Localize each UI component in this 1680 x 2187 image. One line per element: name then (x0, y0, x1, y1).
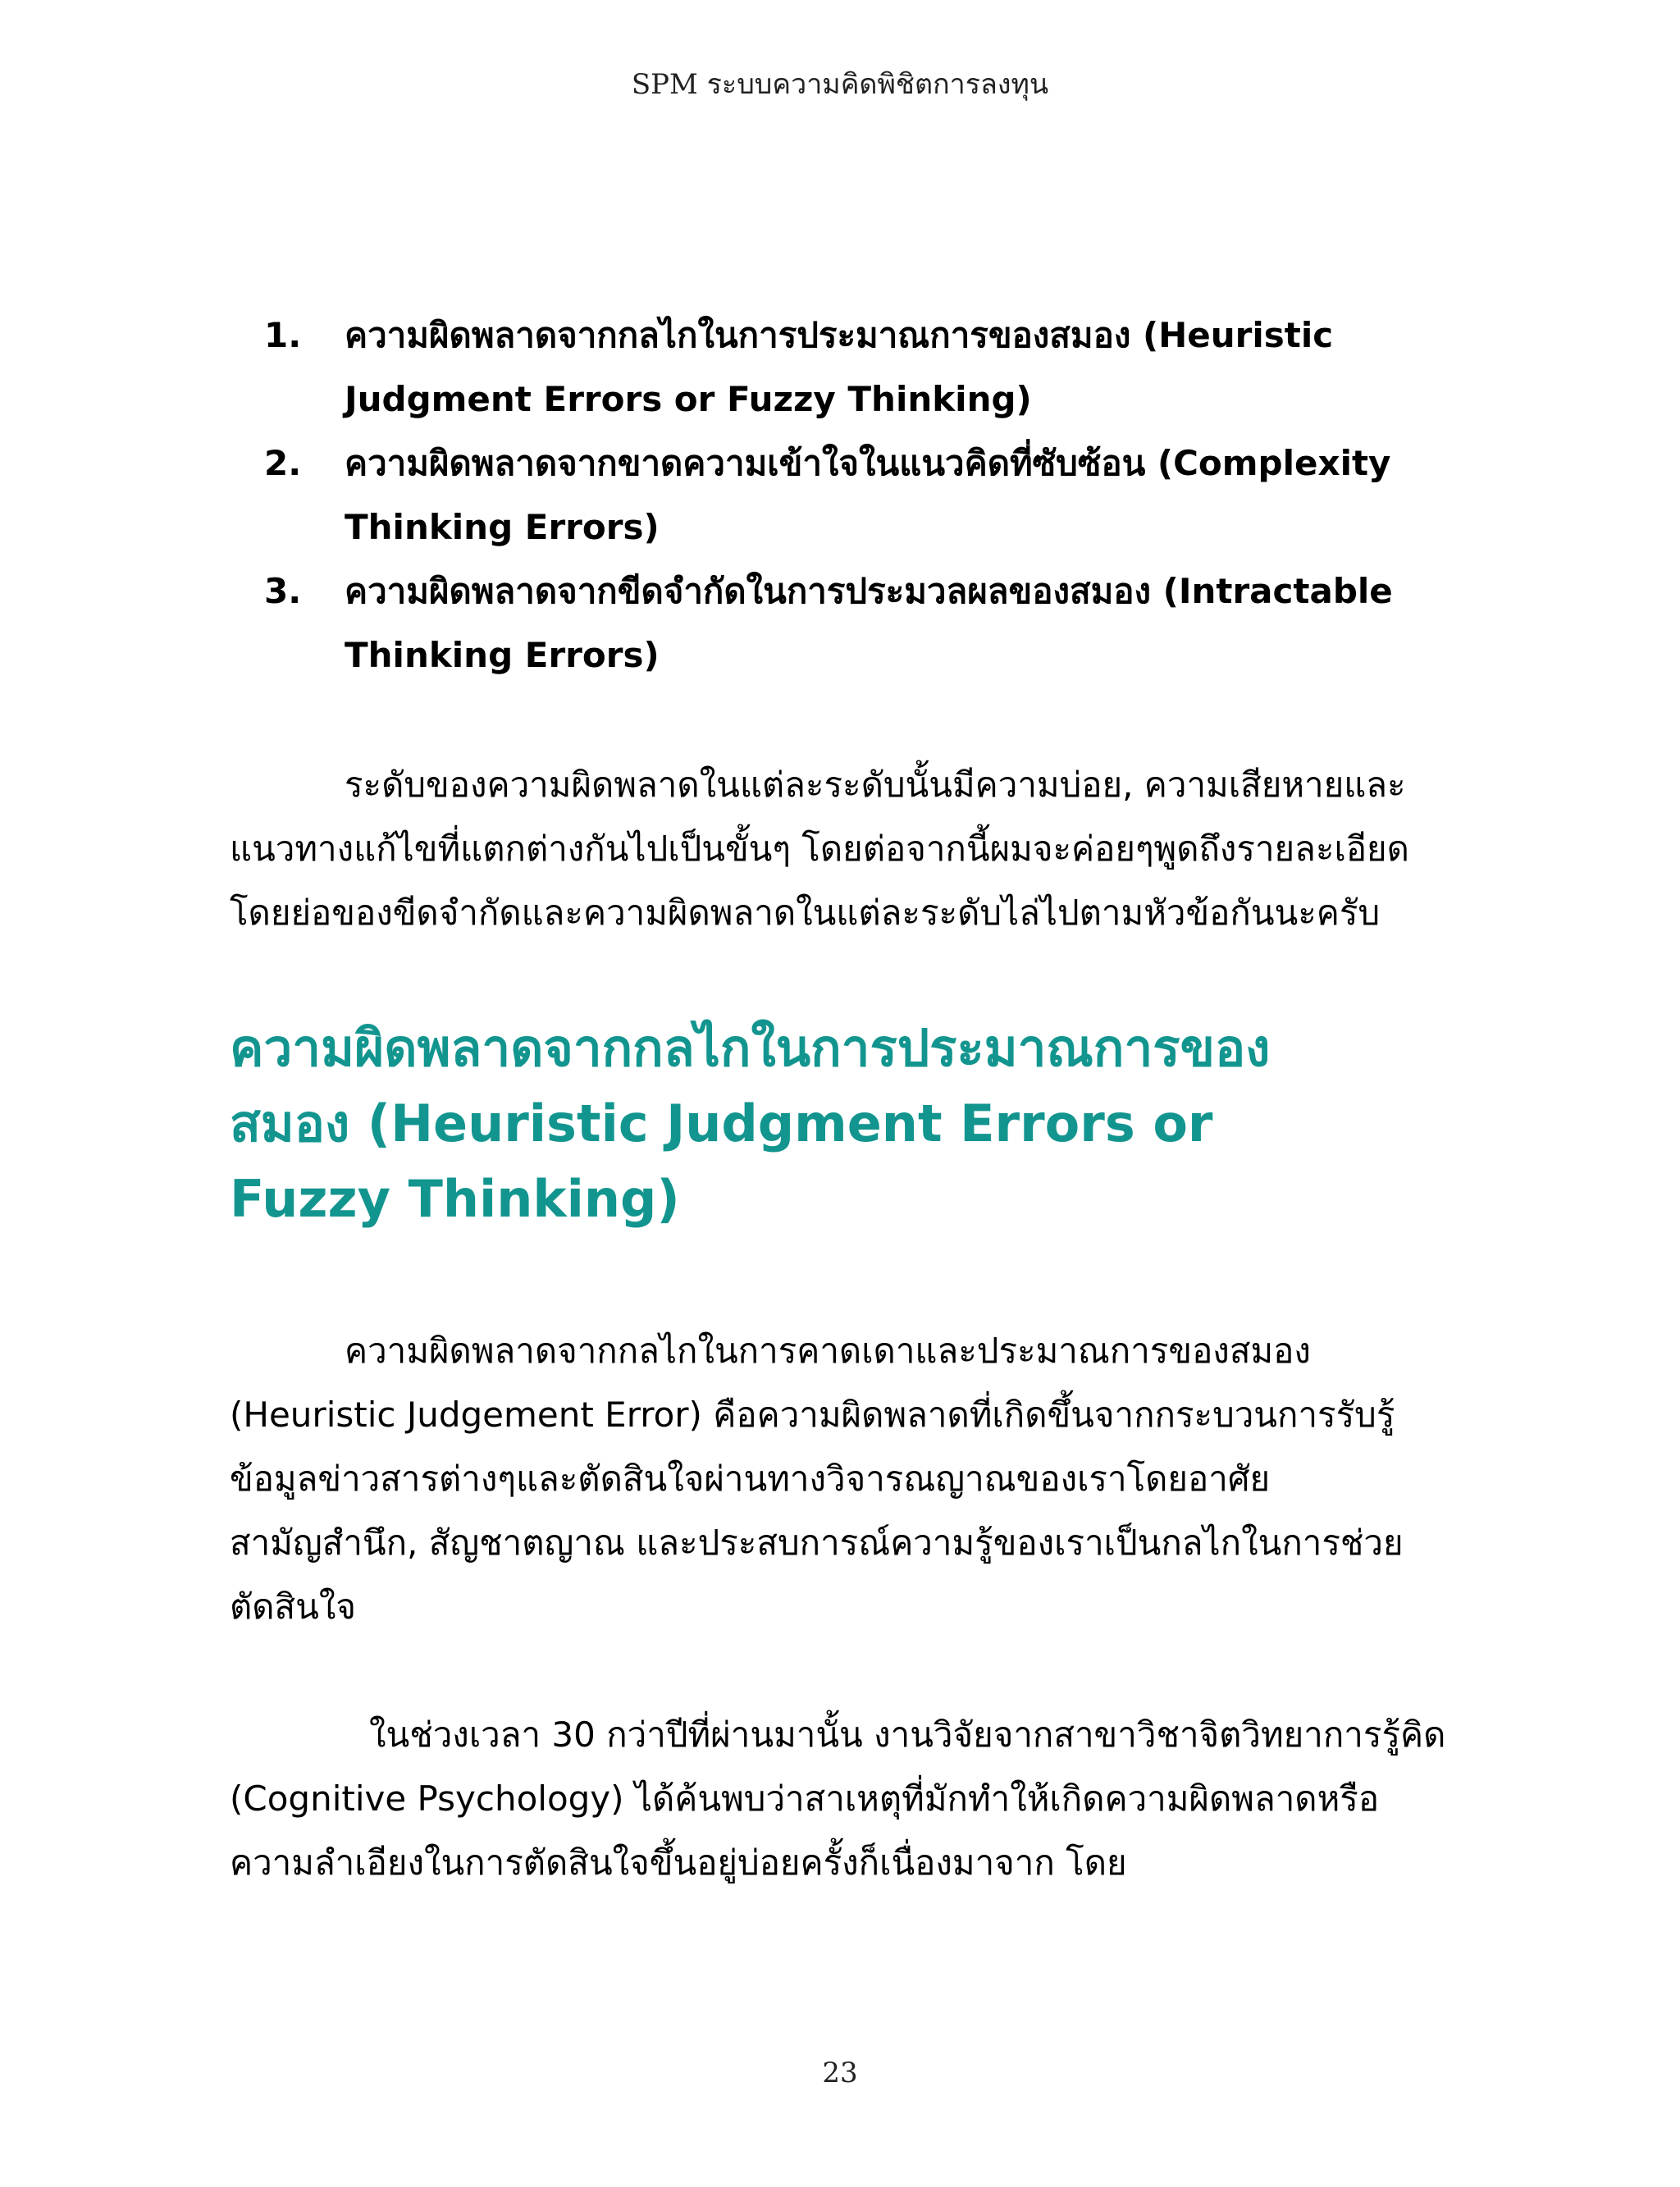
list-item-text: ความผิดพลาดจากกลไกในการประมาณการของสมอง (Heuristic Judgment Errors or Fuzzy Thinking) (345, 315, 1334, 419)
list-item (230, 559, 1452, 687)
list-item-number: 3. (264, 571, 302, 611)
page-content (230, 304, 1452, 1895)
body-paragraph: ในช่วงเวลา 30 กว่าปีที่ผ่านมานั้น งานวิจัยจากสาขาวิชาจิตวิทยาการรู้คิด (Cognitive Psychology) ได้ค้นพบว่าสาเหตุที่มักทำให้เกิดความผิดพลาดหรือความลำเอียงในการตัดสินใจขึ้นอยู่บ่อยครั้งก็เนื่องมาจาก โดย (230, 1714, 1446, 1883)
list-item (230, 431, 1452, 559)
list-item (230, 304, 1452, 431)
list-item-number: 1. (264, 315, 302, 355)
running-header: SPM ระบบความคิดพิชิตการลงทุน (631, 68, 1049, 101)
page-number: 23 (822, 2057, 858, 2089)
body-paragraph: ระดับของความผิดพลาดในแต่ละระดับนั้นมีความบ่อย, ความเสียหายและแนวทางแก้ไขที่แตกต่างกันไปเป็นขั้นๆ โดยต่อจากนี้ผมจะค่อยๆพูดถึงรายละเอียดโดยย่อของขีดจำกัดและความผิดพลาดในแต่ละระดับไล่ไปตามหัวข้อกันนะครับ (230, 765, 1409, 933)
body-paragraph: ความผิดพลาดจากกลไกในการคาดเดาและประมาณการของสมอง (Heuristic Judgement Error) คือความผิดพลาดที่เกิดขึ้นจากกระบวนการรับรู้ข้อมูลข่าวสารต่างๆและตัดสินใจผ่านทางวิจารณญาณของเราโดยอาศัยสามัญสำนึก, สัญชาตญาณ และประสบการณ์ความรู้ของเราเป็นกลไกในการช่วยตัดสินใจ (230, 1331, 1404, 1627)
error-types-list (230, 304, 1452, 687)
list-item-number: 2. (264, 443, 302, 483)
section-heading: ความผิดพลาดจากกลไกในการประมาณการของสมอง (Heuristic Judgment Errors or Fuzzy Thinking) (230, 1018, 1271, 1229)
list-item-text: ความผิดพลาดจากขีดจำกัดในการประมวลผลของสมอง (Intractable Thinking Errors) (345, 571, 1393, 675)
list-item-text: ความผิดพลาดจากขาดความเข้าใจในแนวคิดที่ซับซ้อน (Complexity Thinking Errors) (345, 443, 1391, 547)
